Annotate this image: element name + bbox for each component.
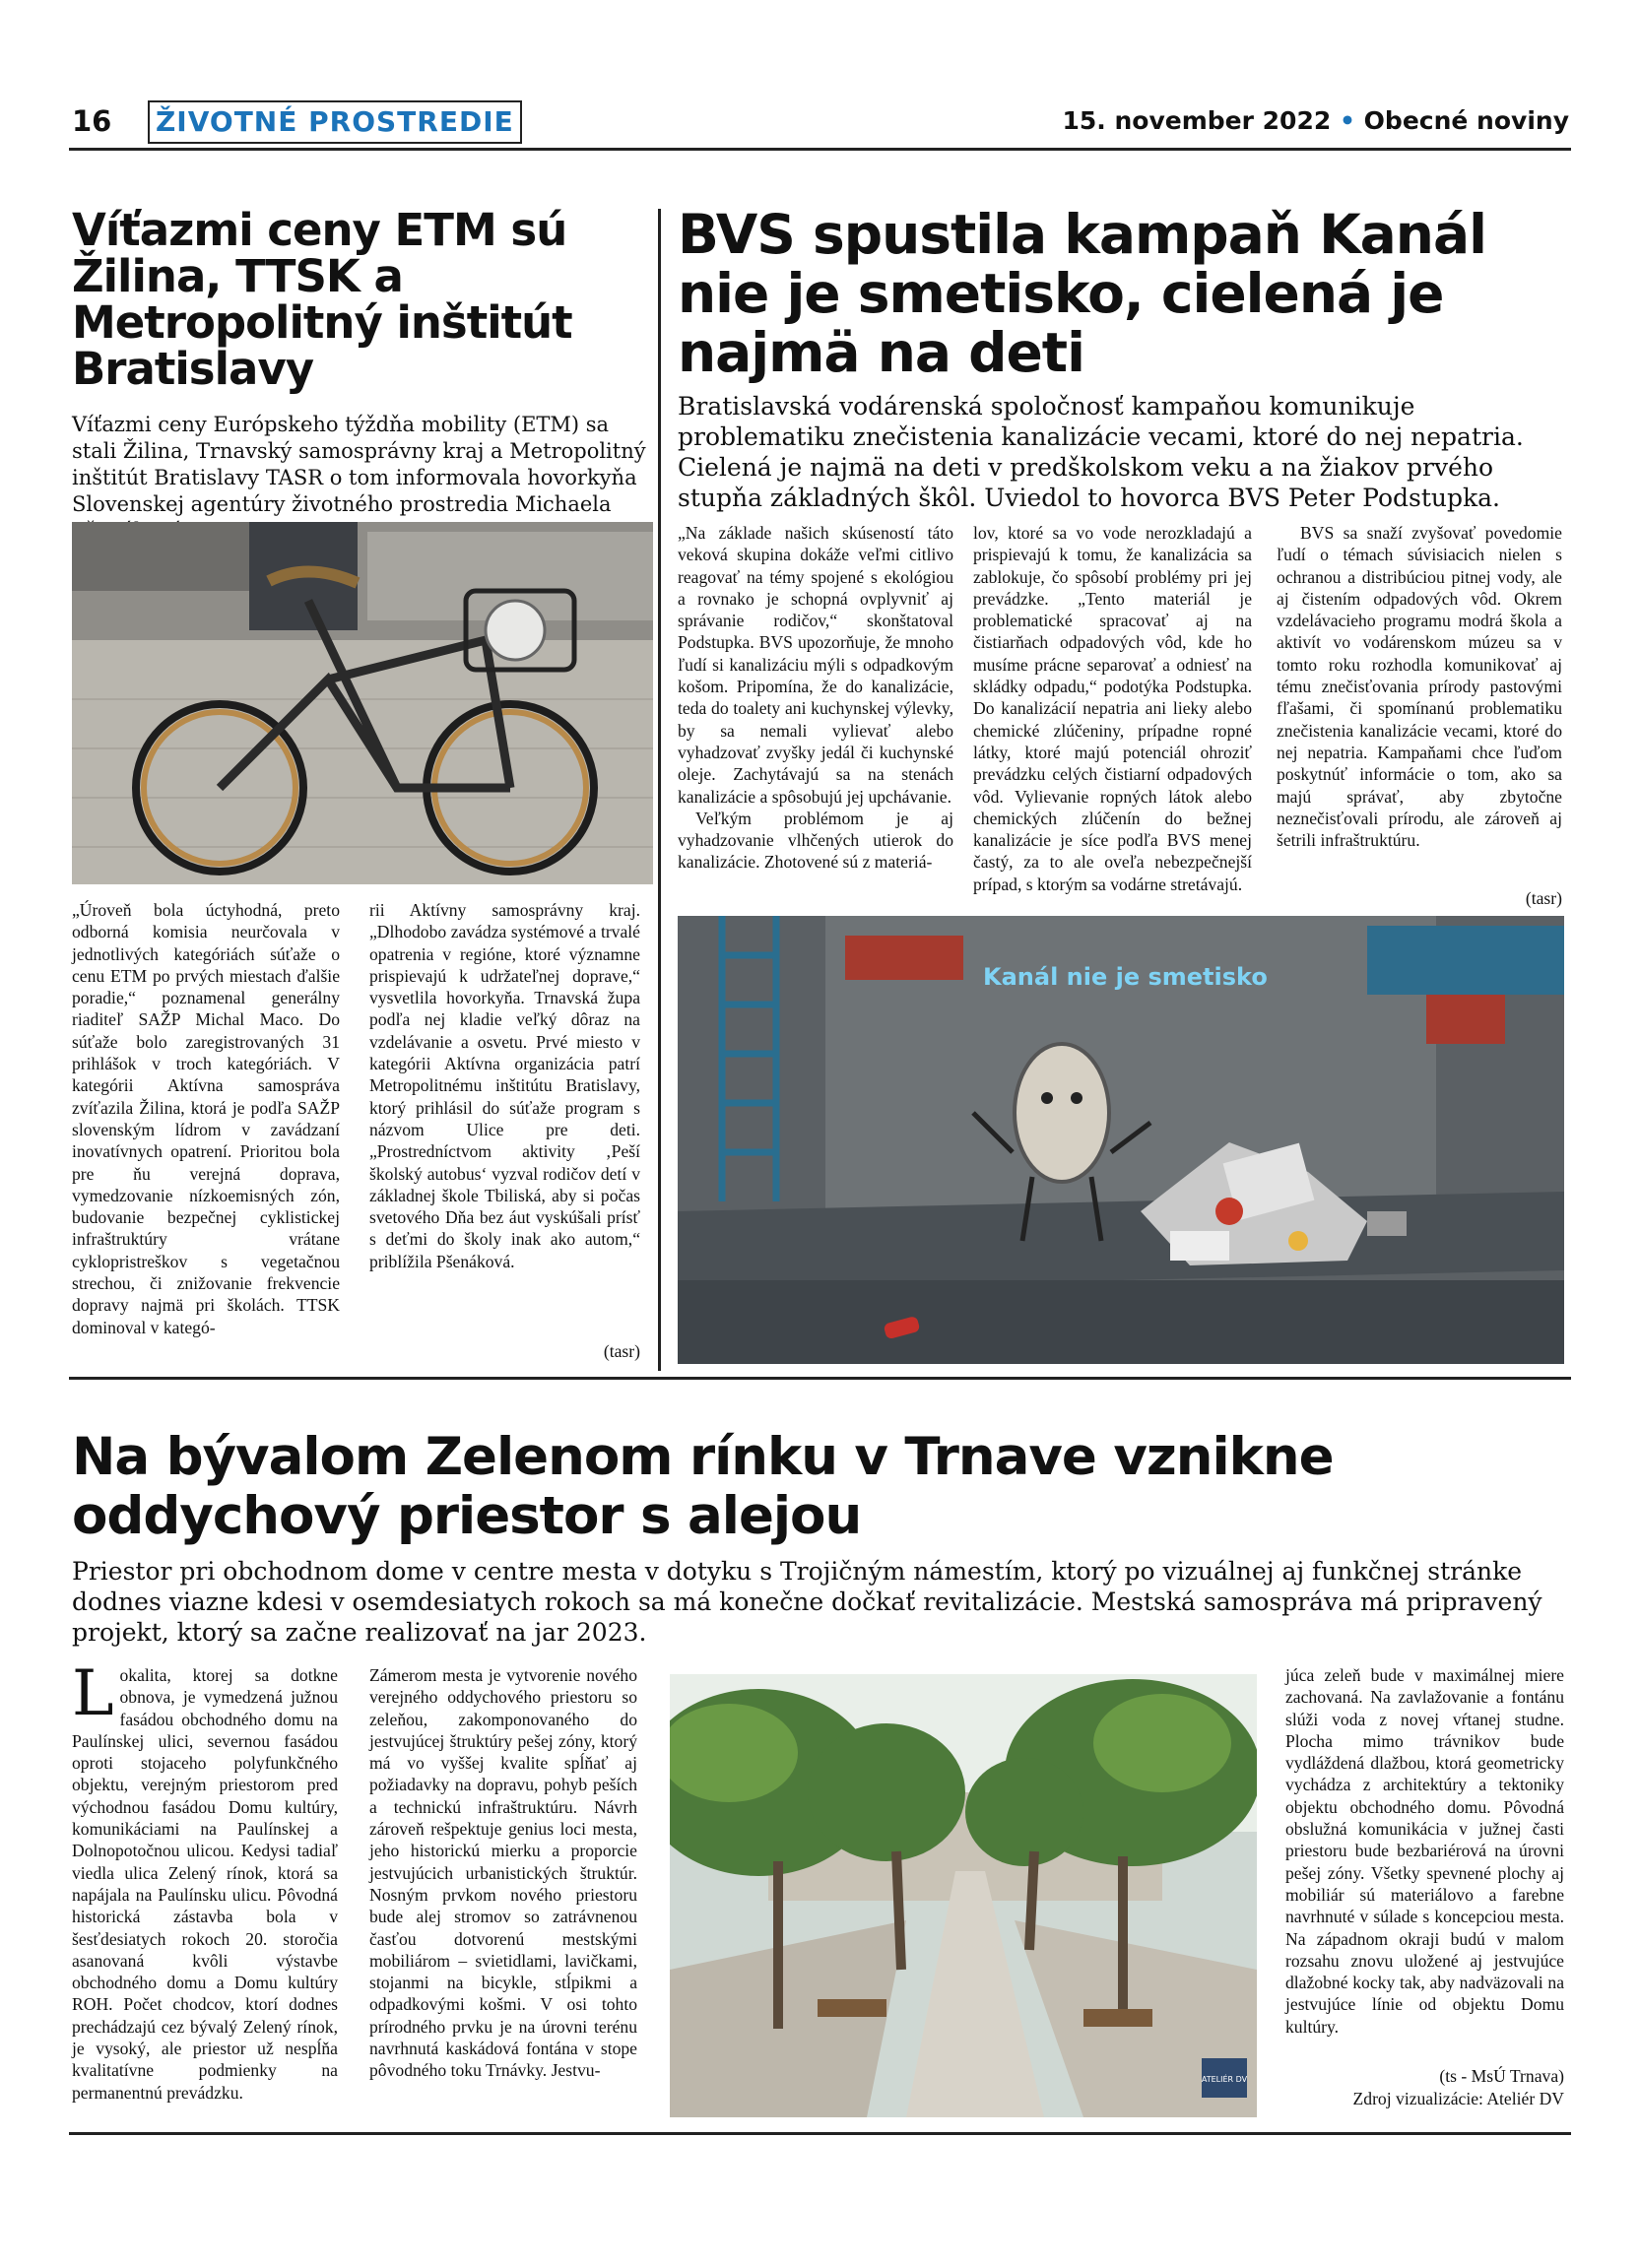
- section-label: ŽIVOTNÉ PROSTREDIE: [148, 100, 522, 144]
- page-number: 16: [72, 104, 112, 138]
- article3-lead: Priestor pri obchodnom dome v centre mesta v dotyku s Trojičným námestím, ktorý po vizuálnej aj funkčnej stránke dodnes viazne kdesi v osemdesiatych rokoch sa má konečne dočkať revitalizácie. Mestská samospráva má pripravený projekt, ktorý sa začne realizovať na jar 2023.: [72, 1557, 1542, 1647]
- article3-column-1: [72, 1657, 338, 2104]
- article2-column-2: lov, ktoré sa vo vode nerozkladajú a prispievajú k tomu, že kanalizácia sa zablokuje, čo spôsobí problémy pri jej prevádzke. „Tento materiál je problematické spracovať aj na čistiarňach odpadových vôd, kde ho musíme prácne separovať a odniesť na skládky odpadu,“ podotýka Podstupka. Do kanalizácií nepatria ani lieky alebo chemické zlúčeniny, prípadne ropné látky, ktoré majú potenciál ohroziť prevádzku celých čistiarní odpadových vôd. Vylievanie ropných látok alebo chemických zlúčenín do bežnej kanalizácie je síce podľa BVS menej častý, za to ale oveľa nebezpečnejší prípad, s ktorým sa vodárne stretávajú.: [973, 523, 1252, 894]
- article2-column-1: [678, 522, 953, 874]
- article1-lead: Víťazmi ceny Európskeho týždňa mobility (ETM) sa stali Žilina, Trnavský samosprávny kraj a Metropolitný inštitút Bratislavy TASR o tom informovala hovorkyňa Slovenskej agentúry životného prostredia Michaela: [72, 413, 646, 516]
- campaign-illustration: [678, 916, 1564, 1364]
- atelier-logo: ATELIÉR DV: [1201, 2075, 1248, 2084]
- article2-column-3: BVS sa snaží zvyšovať povedomie ľudí o témach súvisiacich nielen s ochranou a distribúciou pitnej vody, ale aj čistením odpadových vôd. Okrem vzdelávacieho programu modrá škola a aktivít vo vodárenskom múzeu sa v tomto roku rozhodla komunikovať aj tému znečisťovania prírody pastovými fľašami, či spomínanú problematiku znečistenia kanalizácie vecami, ktoré do nej nepatria. Kampaňami chce ľuďom poskytnúť informácie o tom, ako sa majú správať, aby zbytočne neznečisťovali prírodu, ale zároveň aj šetrili infraštruktúru.: [1277, 523, 1562, 851]
- bicycle-photo: [72, 522, 653, 884]
- sewer-cartoon: [678, 916, 1564, 1364]
- visualization-photo: [670, 1674, 1257, 2117]
- article2-headline: BVS spustila kampaň Kanál nie je smetisko, cielená je najmä na deti: [678, 203, 1486, 384]
- article2-column-1-text-b: Veľkým problémom je aj vyhadzovanie vlhčených utierok do kanalizácie. Zhotovené sú z materiá-: [678, 808, 953, 873]
- article3-column-1-text: okalita, ktorej sa dotkne obnova, je vymedzená južnou fasádou obchodného domu na Paulínskej ulici, severnou fasádou oproti stojaceho polyfunkčného objektu, verejným priestorom pred východnou fasádou Domu kultúry, komunikáciami na Paulínskej a Dolnopotočnou ulicou. Kedysi tadiaľ viedla ulica Zelený rínok, ktorá sa napájala na Paulínsku ulicu. Pôvodná historická zástavba bola v šesťdesiatych rokoch 20. storočia asanovaná kvôli výstavbe obchodného domu a Domu kultúry ROH. Počet chodcov, ktorí dodnes prechádzajú cez bývalý Zelený rínok, je vysoký, ale priestor už nespĺňa kvalitatívne podmienky na permanentnú prevádzku.: [72, 1665, 338, 2103]
- article1-column-1: „Úroveň bola úctyhodná, preto odborná komisia neurčovala v jednotlivých kategóriách súťaže o cenu ETM po prvých miestach ďalšie poradie,“ poznamenal generálny riaditeľ SAŽP Michal Maco. Do súťaže bolo zaregistrovaných 31 prihlášok v troch kategóriách. V kategórii Aktívna samospráva zvíťazila Žilina, ktorá je podľa SAŽP slovenským lídrom v zavádzaní inovatívnych opatrení. Prioritou bola pre ňu verejná doprava, vymedzovanie nízkoemisných zón, budovanie bezpečnej cyklistickej infraštruktúry vrátane cyklopristreškov s vegetačnou strechou, či znižovanie frekvencie dopravy najmä pri školách. TTSK dominoval v kategó-: [72, 900, 340, 1337]
- dropcap: L: [72, 1657, 114, 1730]
- issue-date: 15. november 2022: [1062, 106, 1332, 135]
- article1-signature: (tasr): [603, 1341, 640, 1361]
- article1-column-2: rii Aktívny samosprávny kraj. „Dlhodobo zavádza systémové a trvalé opatrenia v regióne, ktoré významne prispievajú k udržateľnej doprave,“ vysvetlila hovorkyňa. Trnavská župa podľa nej kladie veľký dôraz na vzdelávanie a osvetu. Prvé miesto v kategórii Aktívna organizácia patrí Metropolitnému inštitútu Bratislavy, ktorý prihlásil do súťaže program s názvom Ulice pre deti. „Prostredníctvom aktivity ‚Peší školský autobus‘ vyzval rodičov detí v základnej škole Tbiliská, aby si počas svetového Dňa bez áut vyskúšali prísť s deťmi do školy inak ako autom,“ priblížila Pšenáková.: [369, 900, 640, 1271]
- article3-column-2: Zámerom mesta je vytvorenie nového verejného oddychového priestoru so zeleňou, zakomponovaného do jestvujúcej štruktúry pešej zóny, ktorý má vo vyššej kvalite spĺňať aj požiadavky na dopravu, pohyb peších a technickú infraštruktúru. Návrh zároveň rešpektuje genius loci mesta, jeho historickú mierku a proporcie jestvujúcich urbanistických štruktúr. Nosným prvkom nového priestoru bude alej stromov so zatrávnenou časťou dotvorenú mestskými mobiliárom – svietidlami, lavičkami, stojanmi na bicykle, stĺpikmi a odpadkovými košmi. V osi tohto prírodného prvku je na úrovni terénu navrhnutá kaskádová fontána v stope pôvodného toku Trnávky. Jestvu-: [369, 1665, 637, 2081]
- article3-headline: Na bývalom Zelenom rínku v Trnave vznikne oddychový priestor s alejou: [72, 1427, 1334, 1546]
- header-rule: [69, 148, 1571, 151]
- publication-name: Obecné noviny: [1363, 106, 1569, 135]
- section-rule-1: [69, 1377, 1571, 1380]
- footer-rule: [69, 2132, 1571, 2135]
- article2-signature: (tasr): [1525, 888, 1562, 908]
- article3-column-3: júca zeleň bude v maximálnej miere zachovaná. Na zavlažovanie a fontánu slúži voda z novej vŕtanej studne. Plocha mimo trávnikov bude vydláždená dlažbou, ktorá geometricky vychádza z architektúry a tektoniky objektu obchodného domu. Pôvodná obslužná komunikácia v južnej časti priestoru bude bezbariérová na úrovni pešej zóny. Všetky spevnené plochy aj mobiliár sú materiálovo a farebne navrhnuté v súlade s koncepciou mesta. Na západnom okraji budú v malom rozsahu znovu uložené aj jestvujúce dlažobné kocky tak, aby nadväzovali na jestvujúce línie od objektu Domu kultúry.: [1285, 1665, 1564, 2037]
- separator-bullet: •: [1339, 106, 1355, 135]
- campaign-title-text: Kanál nie je smetisko: [983, 963, 1268, 991]
- article2-lead: Bratislavská vodárenská spoločnosť kampaňou komunikuje problematiku znečistenia kanalizácie vecami, ktoré do nej nepatria. Cielená je najmä na deti v predškolskom veku a na žiakov prvého stupňa základných škôl. Uviedol to hovorca BVS Peter Podstupka.: [678, 392, 1524, 512]
- visualization-source: Zdroj vizualizácie: Ateliér DV: [1352, 2089, 1564, 2108]
- dateline: [1063, 106, 1569, 135]
- bicycle-photo-illustration: [72, 522, 653, 884]
- article3-signature: (ts - MsÚ Trnava): [1439, 2066, 1564, 2086]
- column-divider: [658, 209, 661, 1371]
- article2-column-1-text: „Na základe našich skúseností táto veková skupina dokáže veľmi citlivo reagovať na témy spojené s ekológiou a rovnako je schopná ovplyvniť aj správanie rodičov,“ skonštatoval Podstupka. BVS upozorňuje, že mnoho ľudí si kanalizáciu mýli s odpadkovým košom. Pripomína, že do kanalizácie, teda do toalety ani kuchynskej výlevky, by sa nemali vylievať alebo vyhadzovať zvyšky jedál či kuchynské oleje. Zachytávajú sa na stenách kanalizácie a spôsobujú jej upchávanie.: [678, 523, 953, 807]
- article1-headline: Víťazmi ceny ETM sú Žilina, TTSK a Metropolitný inštitút Bratislavy: [72, 204, 572, 395]
- square-visualization: [670, 1674, 1257, 2117]
